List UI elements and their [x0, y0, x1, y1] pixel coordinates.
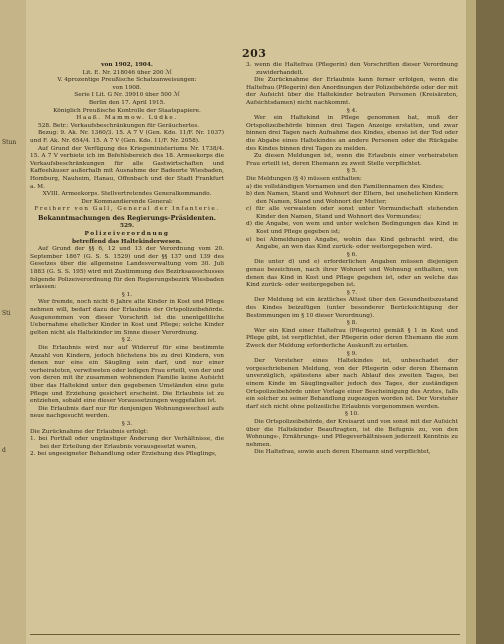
text-line: Bezug: 9. Ak. Nr. 1360/3. 15. A 7 V (Gen. Kdo. 11/F. Nr. 1037) und F. Ak. Nr. 654/4. 15. A 7 V (Gen. Kdo. 11/F. Nr. 2058). — [30, 130, 224, 144]
text-line: Auf Grund der §§ 6, 12 und 13 der Verordnung vom 20. September 1867 (G. S. S. 1529) und der §§ 137 und 139 des Gesetzes über die allgemeine Landesverwaltung vom 30. Juli 1883 (G. S. S. 195) wird mit Zustimmung des Bezirksausschusses folgende Polizeiverordnung für den Regierungsbezirk Wiesbaden erlassen: — [30, 246, 224, 291]
text-line: Wer ein Haltekind in Pflege genommen hat, muß der Ortspolizeibehörde binnen drei Tagen Anzeige erstatten, und zwar binnen drei Tagen nach Aufnahme des Kindes, ebenso ist der Tod oder die Abgabe eines Haltekindes an andere Personen oder die Rückgabe des Kindes binnen drei Tagen zu melden. — [246, 115, 458, 152]
text-line: § 2. — [121, 337, 133, 344]
text-line: 529. — [119, 223, 135, 230]
text-line: b) den Namen, Stand und Wohnort der Eltern, bei unehelichen Kindern den Namen, Stand und Wohnort der Mutter; — [246, 191, 458, 205]
text-line: Polizeiverordnung — [84, 231, 170, 238]
text-line: § 5. — [346, 168, 358, 175]
text-line: Freiherr von Gall, General der Infanterie. — [34, 206, 220, 213]
text-line: Zu diesen Meldungen ist, wenn die Erlaubnis einer verheirateten Frau erteilt ist, deren Ehemann zu zweit Stelle verpflichtet. — [246, 153, 458, 167]
text-line: Der Kommandierende General: — [81, 198, 173, 205]
margin-note: Stun — [2, 139, 17, 146]
bottom-rule — [30, 634, 460, 635]
text-line: Berlin den 17. April 1915. — [88, 99, 166, 106]
text-line: 2. bei ungeeigneter Behandlung oder Erziehung des Pfleglings, — [30, 451, 217, 458]
text-line: Die Erlaubnis darf nur für denjenigen Wohnungswechsel aufs neue nachgesucht werden. — [30, 405, 224, 420]
text-line: § 1. — [121, 291, 133, 298]
text-line: Wer ein Kind einer Haltefrau (Pflegerin) gemäß § 1 in Kost und Pflege gibt, ist verpflichtet, der Pflegerin oder deren Ehemann die zum Zweck der Meldung erforderliche Auskunft zu erteilen. — [246, 327, 458, 349]
margin-note: d — [2, 447, 6, 454]
text-line: Die Erlaubnis wird nur auf Widerruf für eine bestimmte Anzahl von Kindern, jedoch höchstens bis zu drei Kindern, von denen nur eins ein Säugling sein darf, und nur einer verheirateten, verwitweten oder ledigen Frau erteilt, von der und von deren mit ihr zusammen wohnenden Familie keine Aufsicht über das Haltekind unter den gegebenen Umständen eine gute Pflege und Erziehung gesichert erscheint. Die Erlaubnis ist zu entziehen, sobald eine dieser Voraussetzungen weggefallen ist. — [30, 344, 224, 405]
text-line: Bekanntmachungen des Regierungs-Präsidenten. — [38, 213, 216, 222]
margin-note: Sti — [2, 310, 11, 317]
text-line: § 8. — [346, 320, 358, 327]
binding-shadow — [466, 0, 476, 644]
text-line: 528. Betr.: Verkaufsbeschränkungen für Geräuchertes. — [38, 122, 200, 129]
text-line: 1. bei Fortfall oder ungünstiger Änderung der Verhältnisse, die bei der Erteilung der Erlaubnis vorausgesetzt waren, — [30, 436, 224, 450]
text-line: Die Zurücknahme der Erlaubnis erfolgt: — [30, 428, 149, 435]
text-line: Die unter d) und e) erforderlichen Angaben müssen diejenigen genau bezeichnen, nach ihrer Wohnort und Wohnung enthalten, von denen das Kind in Kost und Pflege gegeben ist, oder an welche das Kind zurück- oder weitergegeben ist. — [246, 259, 458, 289]
text-line: XVIII. Armeekorps. Stellvertretendes Generalkommando. — [42, 191, 212, 198]
right-text-column — [246, 62, 458, 457]
text-line: Die Ortspolizeibehörde, der Kreisarzt und von sonst mit der Aufsicht über die Haltekinder Beauftragten, ist die Befugnis zu, von den Wohnungs-, Ernährungs- und Pflegeverhältnissen jederzeit Kenntnis zu nehmen. — [246, 418, 458, 448]
text-line: § 9. — [346, 350, 358, 357]
right-page-edge — [476, 0, 504, 644]
text-line: e) bei Abmeldungen Angabe, wohin das Kind gebracht wird, die Angabe, an wen das Kind zurück- oder weitergegeben wird. — [246, 236, 458, 251]
text-line: Serie I Lit. G Nr. 39910 über 500 ℳ — [74, 92, 180, 99]
text-line: von 1902, 1904. — [101, 62, 153, 68]
text-line: Auf Grund der Verfügung des Kriegsministeriums Nr. 1738/4. 15. A 7 V verbiete ich im Befehlsbereich des 18. Armeekorps die Verkaufsbeschränkungen für alle Gastwirtschaften und Kaffeehäuser außerhalb mit Ausnahme der Badeorte Wiesbaden, Homburg, Nauheim, Hanau, Offenbach und der Stadt Frankfurt a. M. — [30, 145, 224, 190]
text-line: V. 4prozentige Preußische Schatzanweisungen: — [57, 77, 197, 84]
text-line: § 4. — [346, 107, 358, 114]
text-line: Königlich Preußische Kontrolle der Staatspapiere. — [53, 107, 201, 114]
text-line: Haaß. Mammow. Lüdke. — [76, 115, 178, 122]
text-line: Der Vorsteher eines Haltekindes ist, unbeschadet der vorgeschriebenen Meldung, von der Pflegerin oder deren Ehemann unverzüglich, spätestens aber nach Ablauf des zweiten Tages, bei einem Kinde im Säuglingsalter jedoch des Tages, der zuständigen Ortspolizeibehörde unter Vorlage einer Bescheinigung des Arztes, falls ein solcher zu seiner Behandlung zugezogen worden ist. Der Vorsteher darf sich nicht ohne polizeiliche Erlaubnis vorgenommen werden. — [246, 358, 458, 410]
text-line: § 6. — [346, 251, 358, 258]
text-line: Wer fremde, noch nicht 6 Jahre alte Kinder in Kost und Pflege nehmen will, bedarf dazu der Erlaubnis der Ortspolizeibehörde. Ausgenommen von dieser Vorschrift ist die unentgeltliche Uebernahme ehelicher Kinder in Kost und Pflege; solche Kinder gelten nicht als Haltekinder im Sinne dieser Verordnung. — [30, 299, 224, 336]
page-number: 203 — [242, 47, 267, 60]
text-line: § 3. — [121, 420, 133, 427]
text-line: Die Meldungen (§ 4) müssen enthalten: — [246, 175, 362, 182]
text-line: c) für alle verwaisten oder sonst unter Vormundschaft stehenden Kinder den Namen, Stand und Wohnort des Vormundes; — [246, 206, 458, 220]
text-line: Der Meldung ist ein ärztliches Attest über den Gesundheitszustand des Kindes beizufügen (unter besonderer Berücksichtigung der Bestimmungen im § 10 dieser Verordnung). — [246, 297, 458, 319]
text-line: § 7. — [346, 289, 358, 296]
text-line: d) die Angabe, von wem und unter welchen Bedingungen das Kind in Kost und Pflege gegeben ist; — [246, 221, 458, 236]
text-line: § 10. — [345, 411, 359, 418]
left-text-column — [30, 62, 224, 459]
text-line: betreffend das Haltekinderwesen. — [72, 238, 182, 245]
text-line: 3. wenn die Haltefrau (Pflegerin) den Vorschriften dieser Verordnung zuwiderhandelt. — [246, 62, 458, 76]
text-line: Lit. E. Nr. 218046 über 200 ℳ — [82, 69, 172, 76]
text-line: Die Haltefrau, sowie auch deren Ehemann sind verpflichtet, — [254, 449, 431, 456]
text-line: Die Zurücknahme der Erlaubnis kann ferner erfolgen, wenn die Haltefrau (Pflegerin) den Anordnungen der Polizeibehörde oder der mit der Aufsicht über die Haltekinder betrauten Personen (Kreisärzten, Aufsichtsdamen) nicht nachkommt. — [246, 77, 458, 106]
text-line: a) die vollständigen Vornamen und den Familiennamen des Kindes; — [246, 183, 444, 190]
left-page-edge — [0, 0, 26, 644]
text-line: von 1908. — [112, 84, 142, 91]
